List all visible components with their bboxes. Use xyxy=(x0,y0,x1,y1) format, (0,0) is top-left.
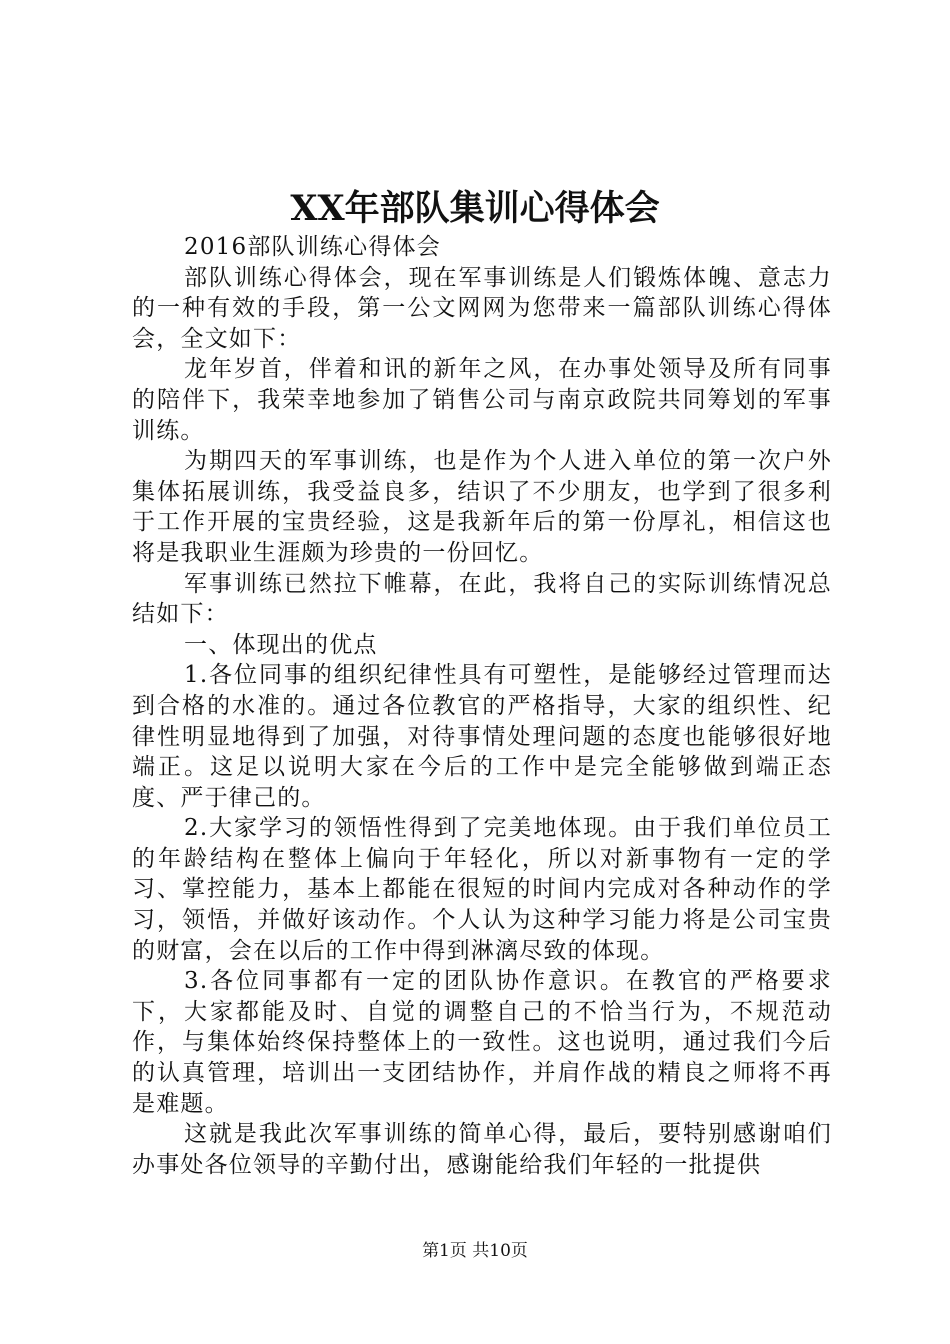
document-title: XX年部队集训心得体会 xyxy=(290,188,660,229)
paragraph-point-3: 3.各位同事都有一定的团队协作意识。在教官的严格要求下，大家都能及时、自觉的调整自己的不恰当行为，不规范动作，与集体始终保持整体上的一致性。这也说明，通过我们今后的认真管理，培训出一支团结协作，并肩作战的精良之师将不再是难题。 xyxy=(132,968,832,1117)
paragraph-point-2: 2.大家学习的领悟性得到了完美地体现。由于我们单位员工的年龄结构在整体上偏向于年轻化，所以对新事物有一定的学习、掌控能力，基本上都能在很短的时间内完成对各种动作的学习，领悟，并做好该动作。个人认为这种学习能力将是公司宝贵的财富，会在以后的工作中得到淋漓尽致的体现。 xyxy=(132,815,832,964)
paragraph-subtitle: 2016部队训练心得体会 xyxy=(184,234,441,260)
section-heading-strengths: 一、体现出的优点 xyxy=(184,631,378,658)
paragraph-point-1: 1.各位同事的组织纪律性具有可塑性，是能够经过管理而达到合格的水准的。通过各位教官的严格指导，大家的组织性、纪律性明显地得到了加强，对待事情处理问题的态度也能够很好地端正。这足以说明大家在今后的工作中是完全能够做到端正态度、严于律己的。 xyxy=(132,662,832,811)
paragraph-four-days: 为期四天的军事训练，也是作为个人进入单位的第一次户外集体拓展训练，我受益良多，结识了不少朋友，也学到了很多利于工作开展的宝贵经验，这是我新年后的第一份厚礼，相信这也将是我职业生涯颇为珍贵的一份回忆。 xyxy=(132,448,832,566)
paragraph-summary-intro: 军事训练已然拉下帷幕，在此，我将自己的实际训练情况总结如下： xyxy=(132,570,832,628)
document-body xyxy=(132,232,832,1180)
paragraph-new-year: 龙年岁首，伴着和讯的新年之风，在办事处领导及所有同事的陪伴下，我荣幸地参加了销售公司与南京政院共同筹划的军事训练。 xyxy=(132,356,832,444)
page-number-footer: 第1页 共10页 xyxy=(422,1241,528,1261)
paragraph-intro: 部队训练心得体会，现在军事训练是人们锻炼体魄、意志力的一种有效的手段，第一公文网网为您带来一篇部队训练心得体会，全文如下： xyxy=(132,264,832,352)
paragraph-closing: 这就是我此次军事训练的简单心得，最后，要特别感谢咱们办事处各位领导的辛勤付出，感谢能给我们年轻的一批提供 xyxy=(132,1121,832,1178)
